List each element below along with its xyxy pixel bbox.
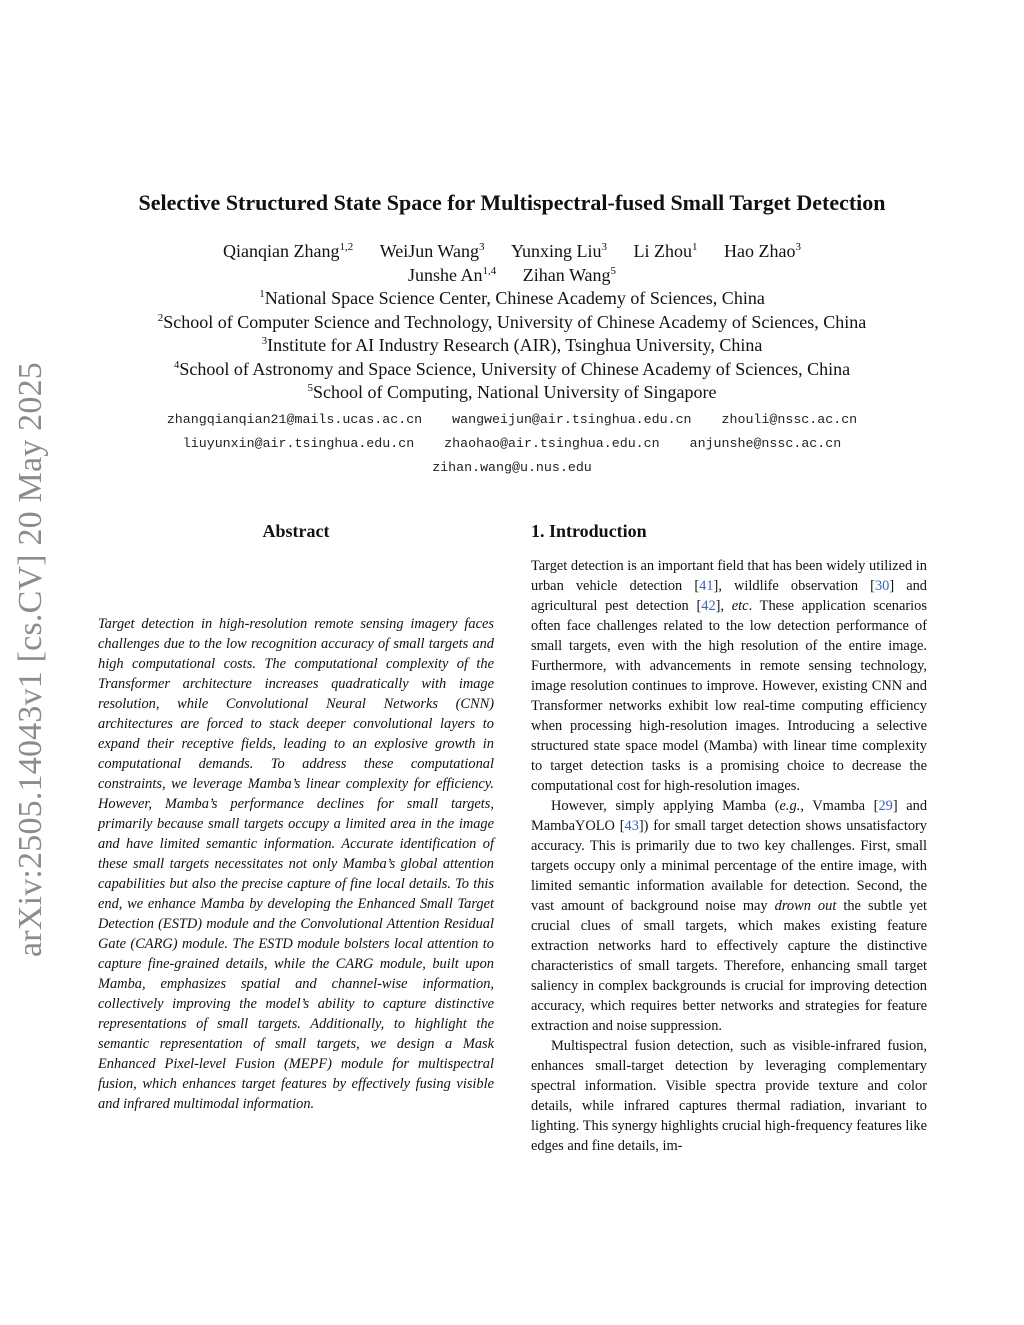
email-address[interactable]: liuyunxin@air.tsinghua.edu.cn (182, 436, 415, 451)
introduction-heading: 1. Introduction (531, 521, 647, 541)
email-address[interactable]: zhangqianqian21@mails.ucas.ac.cn (166, 412, 423, 427)
citation-link[interactable]: 29 (878, 798, 893, 814)
citation-link[interactable]: 30 (874, 578, 890, 594)
author: Yunxing Liu$^3$ (510, 241, 607, 261)
abstract-text: Target detection in high-resolution remote sensing imagery faces challenges due to the low recognition accuracy of small targets and high computational costs. The computational complexity of the Transformer architecture increases quadratically with image resolution, while Convolutional Neural Networks (CNN) architectures are forced to stack deeper convolutional layers to expand their receptive fields, leading to an explosive growth in computational demands. To address these computational constraints, we leverage Mamba’s linear complexity for efficiency. However, Mamba’s performance declines for small targets, primarily because small targets occupy a limited area in the image and have limited semantic information. Accurate identification of these small targets necessitates not only Mamba’s global attention capabilities but also the precise capture of fine local details. To this end, we enhance Mamba by developing the Enhanced Small Target Detection (ESTD) module and the Convolutional Attention Residual Gate (CARG) module. The ESTD module bolsters local attention to capture fine-grained details, while the CARG module, built upon Mamba, emphasizes spatial and channel-wise information, collectively improving the model’s ability to capture distinctive representations of small targets. Additionally, to highlight the semantic representation of small targets, we design a Mask Enhanced Pixel-level Fusion (MEPF) module for multispectral fusion, which enhances target features by effectively fusing visible and infrared multimodal information. (98, 616, 494, 1112)
affiliation: $^1$National Space Science Center, Chinese Academy of Sciences, China (259, 288, 765, 308)
intro-paragraph-3: Multispectral fusion detection, such as visible-infrared fusion, enhances small-target detection by leveraging complementary spectral information. Visible spectra provide texture and color details, while infrared captures thermal radiation, invariant to lighting. This synergy highlights crucial high-frequency features like edges and fine details, im- (531, 1038, 927, 1154)
affiliation: $^2$School of Computer Science and Technology, University of Chinese Academy of Sciences, China (157, 311, 867, 332)
author: Li Zhou$^1$ (633, 241, 698, 261)
affiliation: $^4$School of Astronomy and Space Science, University of Chinese Academy of Sciences, China (173, 358, 851, 379)
email-address[interactable]: zhaohao@air.tsinghua.edu.cn (444, 436, 660, 451)
email-address[interactable]: zhouli@nssc.ac.cn (721, 412, 858, 427)
arxiv-identifier-stamp: arXiv:2505.14043v1 [cs.CV] 20 May 2025 (12, 362, 49, 958)
affiliation: $^3$Institute for AI Industry Research (AIR), Tsinghua University, China (261, 335, 763, 355)
author-list (80, 239, 944, 287)
paper-title: Selective Structured State Space for Multispectral-fused Small Target Detection (138, 189, 886, 215)
left-column (98, 519, 494, 1128)
email-address[interactable]: wangweijun@air.tsinghua.edu.cn (452, 412, 692, 427)
affiliation-list (80, 287, 944, 405)
citation-link[interactable]: 43 (624, 818, 639, 834)
email-list (80, 408, 944, 480)
author: WeiJun Wang$^3$ (379, 241, 485, 261)
intro-paragraph-1: Target detection is an important field that has been widely utilized in urban vehicle detection [41], wildlife observation [30] and agricultural pest detection [42], etc. These application scenarios often face challenges related to the low detection performance of small targets, even with the high resolution of the entire image. Furthermore, with advancements in remote sensing technology, image resolution continues to improve. However, existing CNN and Transformer networks exhibit low real-time computing efficiency when processing high-resolution images. Introducing a selective structured state space model (Mamba) with linear time complexity to target detection tasks is a promising choice to decrease the computational cost for high-resolution images. (531, 558, 927, 794)
author: Qianqian Zhang$^{1,2}$ (223, 241, 354, 261)
email-address[interactable]: zihan.wang@u.nus.edu (432, 460, 592, 475)
right-column (531, 519, 927, 1156)
author: Zihan Wang$^5$ (522, 265, 616, 285)
citation-link[interactable]: 41 (699, 578, 714, 594)
affiliation: $^5$School of Computing, National University of Singapore (307, 382, 717, 402)
intro-paragraph-2: However, simply applying Mamba (e.g., Vmamba [29] and MambaYOLO [43]) for small target detection shows unsatisfactory accuracy. This is primarily due to two key challenges. First, small targets occupy only a minimal percentage of the entire image, with limited semantic information available for detection. Second, the vast amount of background noise may drown out the subtle yet crucial clues of small targets, which makes existing feature extraction networks hard to effectively capture the distinctive characteristics of small targets. Therefore, enhancing small target saliency in complex backgrounds is crucial for improving detection accuracy, which requires better networks and strategies for feature extraction and noise suppression. (531, 798, 928, 1034)
email-address[interactable]: anjunshe@nssc.ac.cn (689, 436, 842, 451)
abstract-heading: Abstract (262, 521, 330, 541)
author: Hao Zhao$^3$ (724, 241, 801, 261)
citation-link[interactable]: 42 (701, 598, 716, 614)
author: Junshe An$^{1,4}$ (408, 265, 497, 285)
